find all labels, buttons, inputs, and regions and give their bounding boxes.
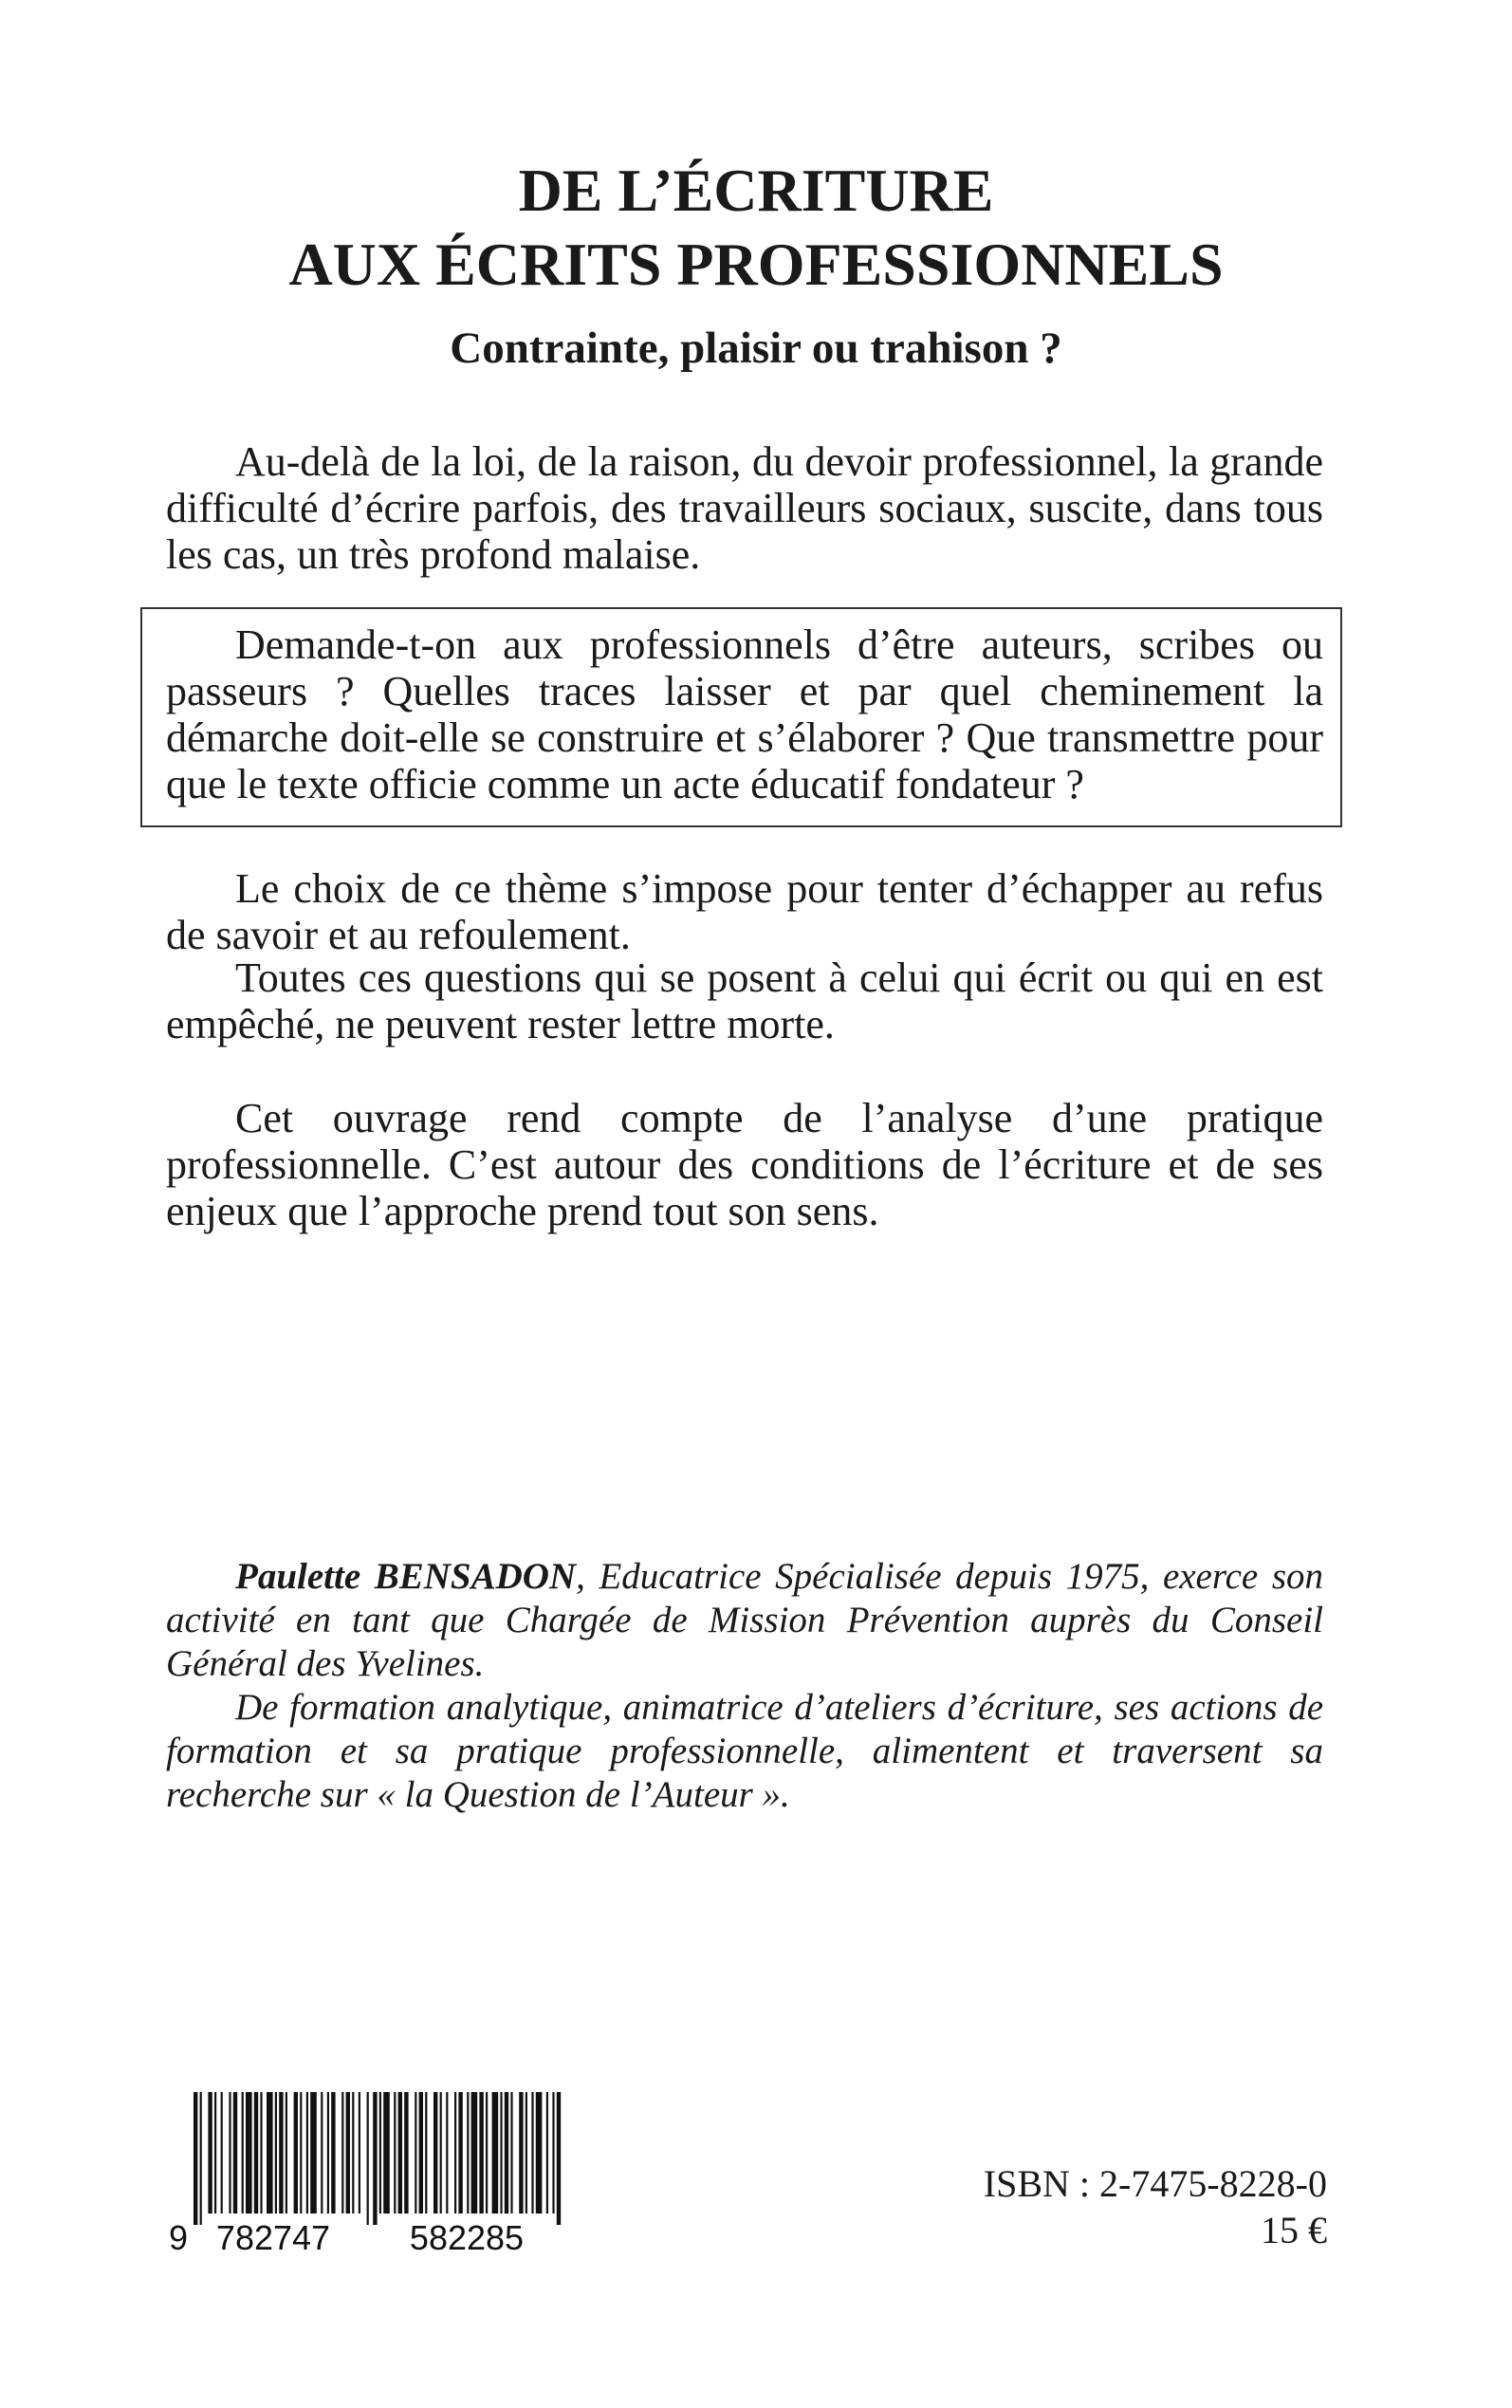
barcode-bar <box>519 2092 523 2214</box>
barcode-bar <box>454 2092 456 2214</box>
barcode-bar <box>352 2092 354 2214</box>
barcode <box>167 2092 573 2253</box>
barcode-bar <box>557 2092 561 2225</box>
barcode-bar <box>327 2092 329 2214</box>
barcode-bar <box>383 2092 390 2214</box>
barcode-bar <box>229 2092 230 2214</box>
author-bio-1-text: , Educatrice Spécialisée depuis 1975, exerce son activité en tant que Chargée de Mission Prévention auprès du Conseil Général des Yvelines. <box>166 1556 1323 1684</box>
barcode-bar <box>331 2092 335 2214</box>
barcode-bar <box>254 2092 258 2214</box>
barcode-bar <box>379 2092 381 2214</box>
barcode-bar <box>492 2092 499 2214</box>
paragraph-summary: Cet ouvrage rend compte de l’analyse d’une pratique professionnelle. C’est autour des conditions de l’écriture et de ses enjeux que l’approche prend tout son sens. <box>166 1095 1323 1234</box>
barcode-bar <box>242 2092 244 2214</box>
barcode-bar <box>500 2092 502 2214</box>
paragraph-boxed: Demande-t-on aux professionnels d’être auteurs, scribes ou passeurs ? Quelles traces laisser et par quel cheminement la démarche doit-elle se construire et s’élaborer ? Que transmettre pour que le texte officie comme un acte éducatif fondateur ? <box>166 621 1323 807</box>
barcode-bar <box>425 2092 427 2214</box>
barcode-bar <box>404 2092 408 2214</box>
barcode-bar <box>505 2092 508 2214</box>
barcode-digits-right: 582285 <box>409 2218 525 2253</box>
barcode-bar <box>275 2092 277 2214</box>
barcode-bar <box>200 2092 202 2225</box>
barcode-bar <box>294 2092 298 2214</box>
barcode-bar <box>300 2092 302 2214</box>
barcode-bar <box>546 2092 548 2214</box>
barcode-bar <box>467 2092 469 2214</box>
barcode-bar <box>221 2092 223 2214</box>
barcode-bar <box>246 2092 252 2214</box>
barcode-bar <box>398 2092 402 2214</box>
barcode-bar <box>446 2092 448 2214</box>
barcode-bar <box>394 2092 396 2214</box>
isbn: ISBN : 2-7475-8228-0 <box>983 2162 1327 2205</box>
barcode-bar <box>310 2092 317 2214</box>
barcode-bar <box>286 2092 287 2214</box>
title-line-1: DE L’ÉCRITURE <box>518 157 994 224</box>
author-name: Paulette BENSADON <box>235 1556 577 1597</box>
barcode-bar <box>214 2092 216 2214</box>
barcode-bar <box>536 2092 543 2214</box>
barcode-bar <box>552 2092 554 2214</box>
barcode-bar <box>341 2092 343 2214</box>
barcode-bar <box>526 2092 527 2214</box>
barcode-bar <box>440 2092 442 2214</box>
barcode-bar <box>510 2092 512 2214</box>
barcode-bar <box>260 2092 262 2214</box>
barcode-bars <box>194 2092 561 2225</box>
paragraph-theme: Le choix de ce thème s’impose pour tenter d’échapper au refus de savoir et au refoulement. <box>166 865 1323 958</box>
barcode-bar <box>415 2092 416 2214</box>
barcode-digits-left: 782747 <box>215 2218 331 2253</box>
barcode-bar <box>433 2092 437 2214</box>
barcode-bar <box>367 2092 369 2225</box>
author-bio-2: De formation analytique, animatrice d’ateliers d’écriture, ses actions de formation et sa pratique professionnelle, alimentent et traversent sa recherche sur « la Question de l’Auteur ». <box>166 1687 1323 1815</box>
barcode-bar <box>531 2092 533 2214</box>
price: 15 € <box>1261 2209 1327 2251</box>
barcode-bar <box>279 2092 283 2214</box>
barcode-bar <box>479 2092 483 2214</box>
barcode-bar <box>373 2092 377 2225</box>
paragraph-questions: Toutes ces questions qui se posent à celui qui écrit ou qui en est empêché, ne peuvent rester lettre morte. <box>166 954 1323 1047</box>
subtitle: Contrainte, plaisir ou trahison ? <box>450 324 1062 373</box>
barcode-bar <box>346 2092 350 2214</box>
title-line-2: AUX ÉCRITS PROFESSIONNELS <box>288 231 1224 298</box>
barcode-bar <box>208 2092 212 2214</box>
barcode-bar <box>306 2092 308 2214</box>
paragraph-intro: Au-delà de la loi, de la raison, du devoir professionnel, la grande difficulté d’écrire parfois, des travailleurs sociaux, suscite, dans tous les cas, un très profond malaise. <box>166 438 1323 578</box>
barcode-bar <box>267 2092 273 2214</box>
barcode-bar <box>471 2092 478 2214</box>
barcode-bar <box>359 2092 360 2214</box>
barcode-bar <box>486 2092 488 2214</box>
barcode-bar <box>458 2092 462 2214</box>
barcode-digit-first: 9 <box>169 2218 189 2253</box>
author-bio-1 <box>166 1555 1323 1686</box>
barcode-bar <box>233 2092 237 2214</box>
barcode-bar <box>194 2092 197 2225</box>
barcode-bar <box>419 2092 423 2214</box>
barcode-bar <box>321 2092 323 2214</box>
